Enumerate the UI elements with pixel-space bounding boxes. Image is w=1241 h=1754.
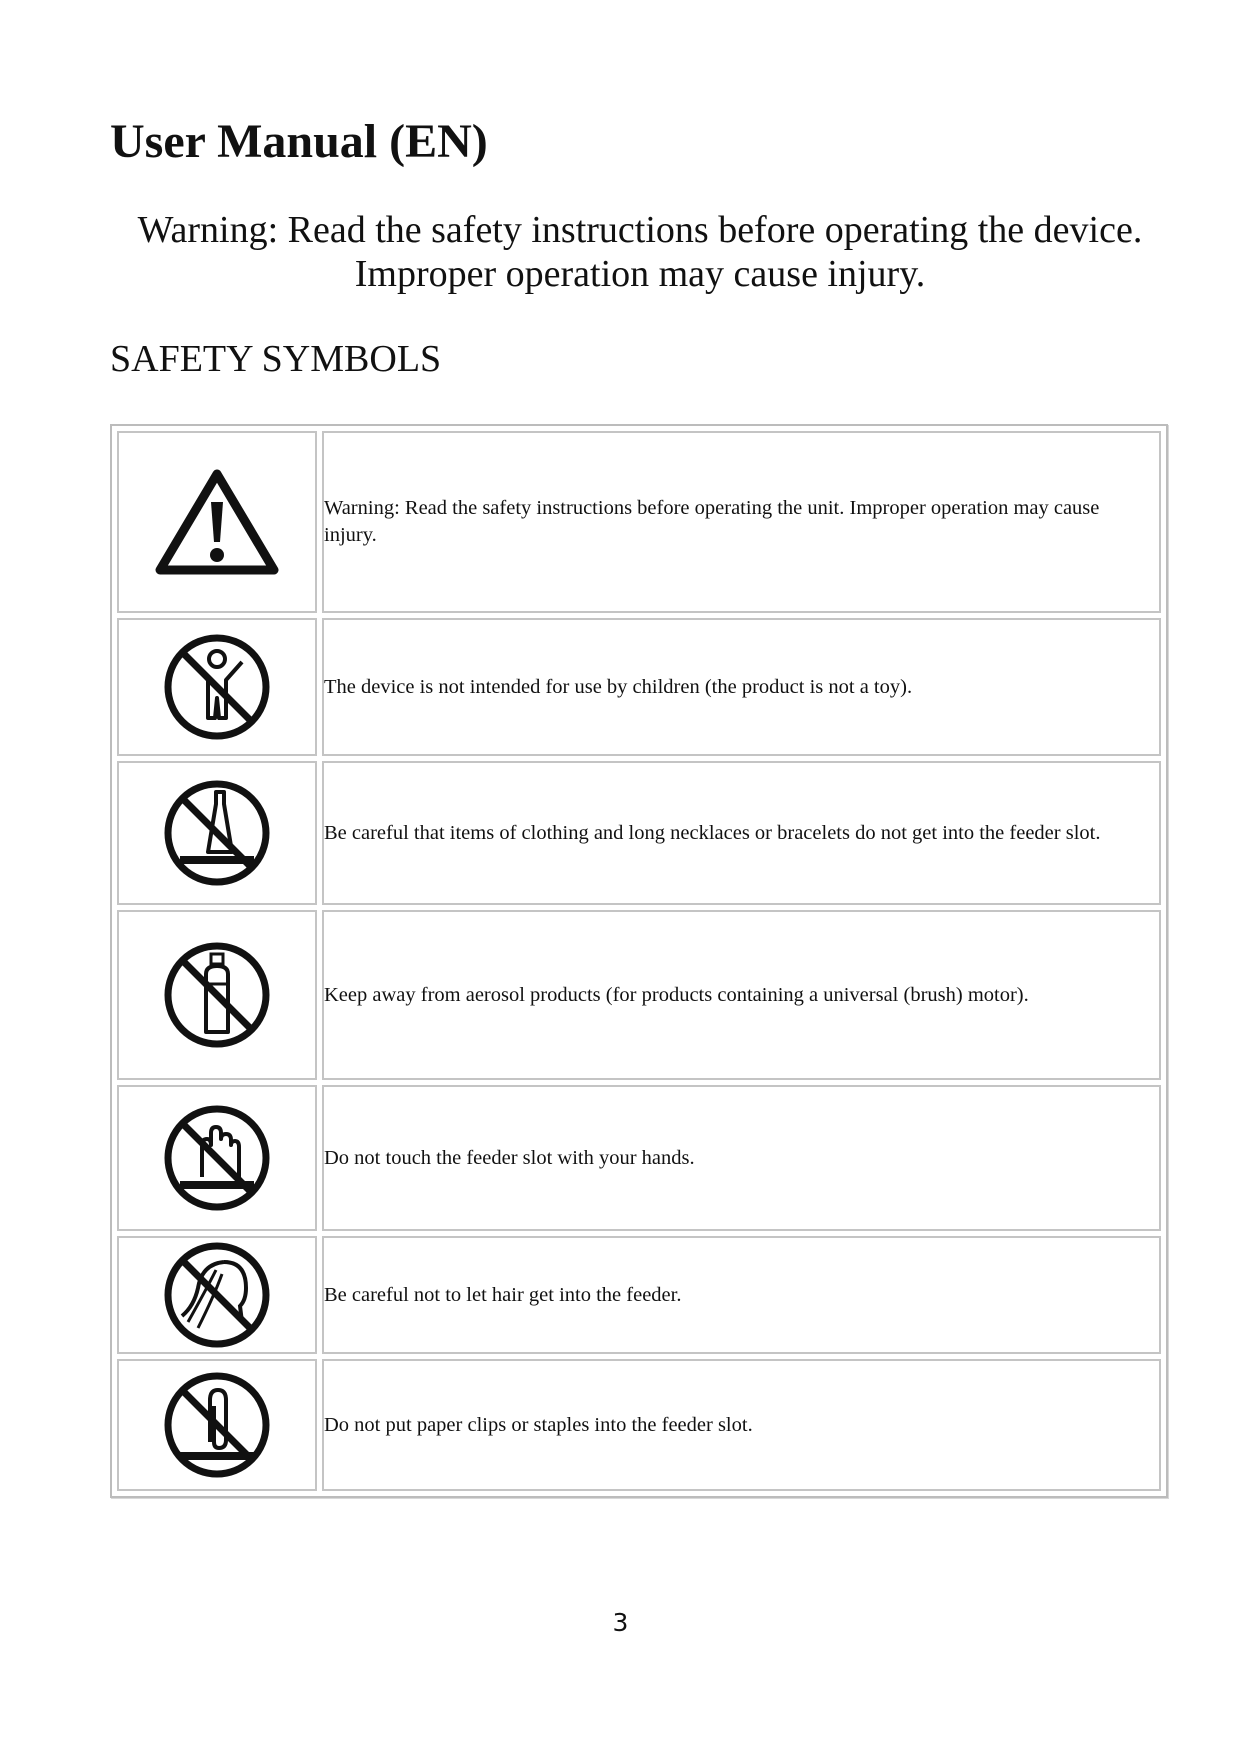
symbol-description: Do not put paper clips or staples into the feeder slot.: [322, 1359, 1161, 1491]
warning-line-1: Warning: Read the safety instructions before operating the device.: [137, 209, 1143, 251]
symbol-description: Be careful not to let hair get into the feeder.: [322, 1236, 1161, 1354]
no-paper-clips-icon: [162, 1370, 272, 1480]
no-loose-clothing-icon: [162, 778, 272, 888]
symbol-description: Be careful that items of clothing and long necklaces or bracelets do not get into the feeder slot.: [322, 761, 1161, 905]
no-hair-icon: [162, 1240, 272, 1350]
safety-symbols-table: [110, 424, 1168, 1498]
symbol-cell: [117, 431, 317, 613]
symbol-cell: [117, 761, 317, 905]
section-heading: SAFETY SYMBOLS: [110, 338, 442, 380]
table-row: [117, 1236, 1161, 1354]
symbol-cell: [117, 618, 317, 756]
symbol-cell: [117, 1359, 317, 1491]
symbol-description: Warning: Read the safety instructions before operating the unit. Improper operation may cause injury.: [322, 431, 1161, 613]
page-title: User Manual (EN): [110, 115, 488, 168]
no-hands-icon: [162, 1103, 272, 1213]
symbol-description: Keep away from aerosol products (for products containing a universal (brush) motor).: [322, 910, 1161, 1080]
table-row: [117, 618, 1161, 756]
table-row: [117, 910, 1161, 1080]
symbol-description: Do not touch the feeder slot with your hands.: [322, 1085, 1161, 1231]
no-children-icon: [162, 632, 272, 742]
no-aerosol-icon: [162, 940, 272, 1050]
symbol-cell: [117, 1085, 317, 1231]
symbol-cell: [117, 1236, 317, 1354]
symbol-description: The device is not intended for use by children (the product is not a toy).: [322, 618, 1161, 756]
warning-notice: [110, 208, 1170, 296]
table-row: [117, 1359, 1161, 1491]
warning-line-2: Improper operation may cause injury.: [354, 253, 926, 295]
table-row: [117, 1085, 1161, 1231]
table-row: [117, 431, 1161, 613]
table-row: [117, 761, 1161, 905]
page-number: 3: [612, 1608, 629, 1637]
symbol-cell: [117, 910, 317, 1080]
warning-triangle-icon: [152, 466, 282, 578]
